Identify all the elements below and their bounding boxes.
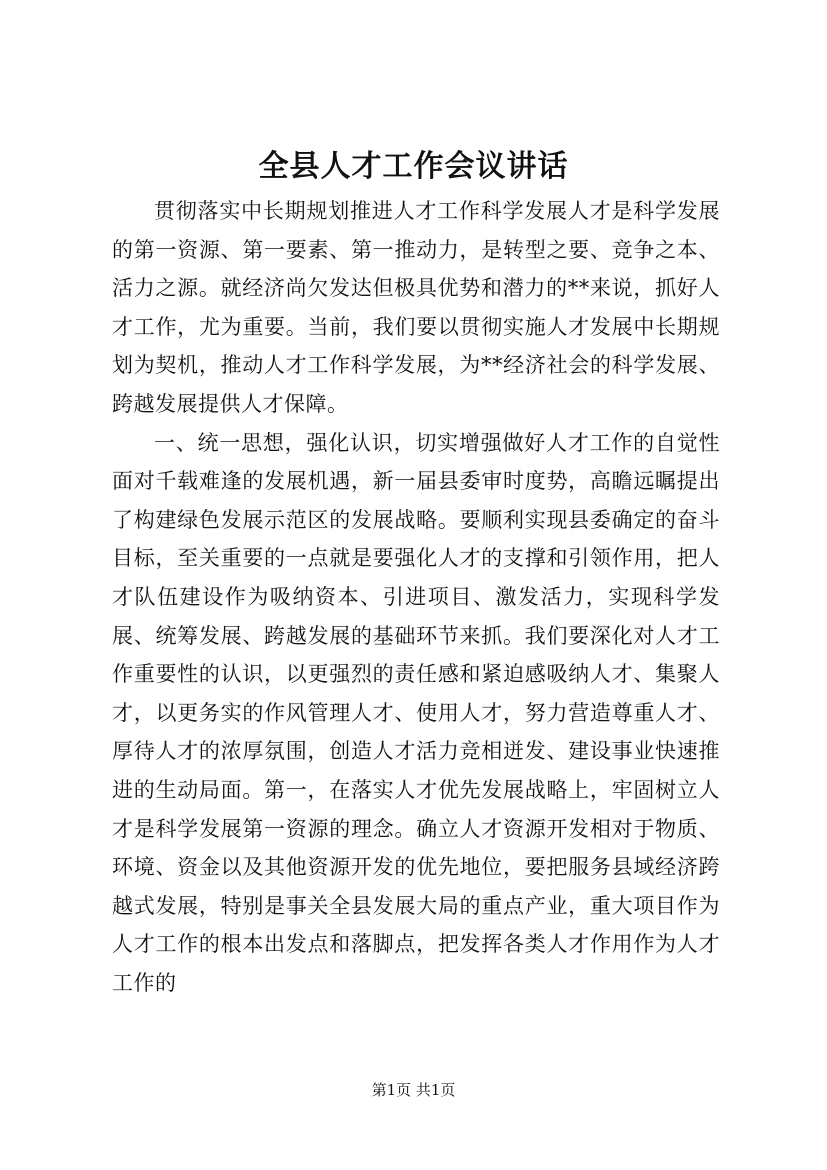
- document-body: [112, 192, 720, 1002]
- paragraph-section-one: 一、统一思想，强化认识，切实增强做好人才工作的自觉性面对千载难逢的发展机遇，新一届县委审时度势，高瞻远瞩提出了构建绿色发展示范区的发展战略。要顺利实现县委确定的奋斗目标，至关重要的一点就是要强化人才的支撑和引领作用，把人才队伍建设作为吸纳资本、引进项目、激发活力，实现科学发展、统筹发展、跨越发展的基础环节来抓。我们要深化对人才工作重要性的认识，以更强烈的责任感和紧迫感吸纳人才、集聚人才，以更务实的作风管理人才、使用人才，努力营造尊重人才、厚待人才的浓厚氛围，创造人才活力竞相迸发、建设事业快速推进的生动局面。第一，在落实人才优先发展战略上，牢固树立人才是科学发展第一资源的理念。确立人才资源开发相对于物质、环境、资金以及其他资源开发的优先地位，要把服务县域经济跨越式发展，特别是事关全县发展大局的重点产业，重大项目作为人才工作的根本出发点和落脚点，把发挥各类人才作用作为人才工作的: [112, 430, 720, 995]
- page-footer: [0, 1080, 827, 1100]
- page-number-label: 第1页 共1页: [371, 1081, 456, 1099]
- document-title: 全县人才工作会议讲话: [258, 149, 569, 184]
- paragraph-intro: 贯彻落实中长期规划推进人才工作科学发展人才是科学发展的第一资源、第一要素、第一推动力，是转型之要、竞争之本、活力之源。就经济尚欠发达但极具优势和潜力的**来说，抓好人才工作，尤为重要。当前，我们要以贯彻实施人才发展中长期规划为契机，推动人才工作科学发展，为**经济社会的科学发展、跨越发展提供人才保障。: [112, 199, 720, 416]
